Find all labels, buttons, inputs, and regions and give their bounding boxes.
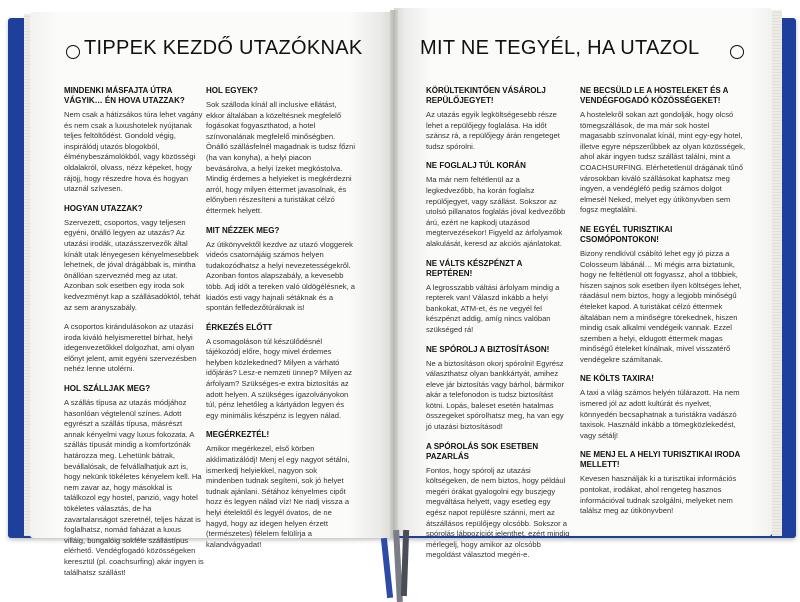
section-heading: NE SPÓROLJ A BIZTOSÍTÁSON! — [426, 344, 550, 354]
section-paragraph: Ne a biztosításon okorj spórolni! Egyrész választhatsz olyan bankkártyát, amihez eleve jár biztosítás vagy bárhol, bármikor akár a telefonodon is tudsz biztosítást kötni. Lopás, baleset esetén hatalmas összegeket spórolhatsz meg, ha van egy jó utazási biztosításod! — [426, 358, 565, 432]
section-heading: NE FOGLALJ TÚL KORÁN — [426, 161, 526, 171]
section-paragraph: Kevesen használják ki a turisztikai információs pontokat, irodákat, ahol rengeteg hasznos információval tudnak szolgálni, melyeket nem találsz meg az útikönyvben! — [580, 474, 737, 516]
section-paragraph: Az útikönyvektől kezdve az utazó vloggerek videós csatornájáig számos helyen tudakozódhatsz a helyi nevezetességekről. Azonban fontos alapszabály, a kevesebb több. Adj időt a tereken való üldögélésnek, a kiadós esti vagy hajnali sétáknak és a spontán felfedezőtúráknak is! — [206, 239, 356, 313]
section-heading: NE KÖLTS TAXIRA! — [580, 374, 654, 384]
book-gutter — [390, 10, 398, 538]
section-paragraph: A taxi a világ számos helyén túlárazott. Ha nem ismered jól az adott kultúrát és nyelvet, könnyedén becsaphatnak a turistákra vadászó taxisok. Használd inkább a tömegközlekedést, vagy sétálj! — [580, 388, 740, 440]
left-column-2 — [206, 86, 356, 559]
section-heading: HOGYAN UTAZZAK? — [64, 203, 143, 213]
section-heading: MEGÉRKEZTÉL! — [206, 430, 270, 440]
section-paragraph: A legrosszabb váltási árfolyam mindig a repterek van! Válaszd inkább a helyi bankokat, ATM-et, és ne vegyél fel készpénzt addig, amíg nincs valóban szükséged rá! — [426, 282, 560, 334]
section-heading: NE EGYÉL TURISZTIKAI CSOMÓPONTOKON! — [580, 224, 673, 244]
bookmark-ribbon-dark — [401, 530, 409, 596]
section-paragraph: A csomagoláson túl készülődésnél tájékozódj előre, hogy mivel érdemes helyben közlekedned? Milyen a várható időjárás? Lesz-e nemzeti ünnep? Milyen az árfolyam? Szükséges-e extra biztosítás az adott helyen. A szükséges igazolványokon túl, pénz lehetőleg a kártyádon legyen és egy minimális készpénz is legyen nálad. — [206, 336, 353, 420]
section-paragraph: Bizony rendkívül csábító lehet egy jó pizza a Colosseum lábánál… Mi mégis arra biztatunk, hogy ne feltétlenül ott fogyassz, ahol a többiek, hiszen sajnos sok esetben ilyen költséges lehet, ráadásul nem biztos, hogy a legjobb minőségű ételeket kapod. A turistákat célzó éttermek általában nem a minőségre törekednek, hiszen mindig csak alkalmi vendégeik vannak. Ezzel szemben a helyi, eldugott éttermek magas minőségű ételeket kínálnak, mivel visszatérő vendégekre számítanak. — [580, 248, 742, 364]
section-heading: HOL SZÁLLJAK MEG? — [64, 384, 151, 394]
right-column-1 — [426, 86, 570, 570]
section-heading: HOL EGYEK? — [206, 86, 258, 95]
section-paragraph: A csoportos kirándulásokon az utazási iroda kiváló helyismerettel bírhat, helyi idegenvezetőkkel dolgozhat, ami olyan előnyt jelent, amit egyéni szervezésben nehéz lenne utolérni. — [64, 322, 197, 374]
section-heading: NE VÁLTS KÉSZPÉNZT A REPTÉREN! — [426, 258, 523, 278]
section-paragraph: Nem csak a hátizsákos túra lehet vagány és nem csak a luxushotelek nyújtanak teljes feltöltődést. Gondold végig, inspirálódj utazós blogokból, élménybeszámolókból, vagy közösségi oldalakról, olvass, nézz képeket, hogy rájöjj, hogy részedre hova és hogyan utaznál szívesen. — [64, 110, 203, 194]
bookmark-ribbon-blue — [381, 538, 393, 598]
section-heading: KÖRÜLTEKINTŐEN VÁSÁROLJ REPÜLŐJEGYET! — [426, 86, 546, 105]
section-paragraph: Az utazás egyik legköltségesebb része lehet a repülőjegy foglalása. Ha időt szánsz rá, a repülőjegy árán rengeteget tudsz spórolni. — [426, 110, 560, 151]
section-heading: NE BECSÜLD LE A HOSTELEKET ÉS A VENDÉGFOGADÓ KÖZÖSSÉGEKET! — [580, 86, 729, 105]
left-column-1 — [64, 86, 204, 587]
section-paragraph: A hostelekről sokan azt gondolják, hogy olcsó tömegszállások, de ma már sok hostel magasabb színvonalat kínál, mint egy-egy hotel, illetve egyre népszerűbbek az olyan közösségek, ahol akár ingyen tudsz szállást találni, mint a COACHSURFING. Elérhetetlenül drágának tűnő városokban kiváló szállásokat kaphatsz meg ingyen, a vendégléfó pedig számos dolgot elmesél Neked, melyet egy útikönyvben sem fogsz megtalálni. — [580, 110, 746, 215]
section-heading: A SPÓROLÁS SOK ESETBEN PAZARLÁS — [426, 441, 539, 461]
page-edges-right — [772, 10, 782, 536]
right-column-2 — [580, 86, 746, 526]
section-heading: MINDENKI MÁSFAJTA ÚTRA VÁGYIK… ÉN HOVA UTAZZAK? — [64, 86, 185, 105]
section-paragraph: Amikor megérkezel, első körben akklimatizálódj! Menj el egy nagyot sétálni, ismerkedj helyiekkel, nagyon sok mindenben tudnak segíteni, sok jó helyet tudnak ajánlani. Sétához kényelmes cipőt hozz és legyen nálad víz! Ne riadj vissza a helyi ételektől és legyél óvatos, de ne hagyd, hogy az idegen helyen érzett (természetes) félelem felülírja a kalandvágyadat! — [206, 444, 350, 549]
stop-icon — [730, 45, 744, 59]
section-paragraph: Szervezett, csoportos, vagy teljesen egyéni, önálló legyen az utazás? Az utazási irodák, utazásszervezők által kínált utak lényegesen kényelmesebbek lehetnek, de jóval drágábbak is, mintha önállóan szerveznéd meg az utat. Azonban sok esetben egy iroda sok kedvezményt kap a szállásadóktól, tehát az sem aranyszabály. — [64, 217, 201, 312]
right-page-title: MIT NE TEGYÉL, HA UTAZOL — [420, 37, 700, 59]
backpack-icon — [66, 45, 80, 59]
section-heading: NE MENJ EL A HELYI TURISZTIKAI IRODA MELLETT! — [580, 450, 741, 470]
section-heading: MIT NÉZZEK MEG? — [206, 225, 280, 235]
section-paragraph: A szállás típusa az utazás módjához hasonlóan végtelenül színes. Adott egyrészt a szállás típusa, másrészt annak kényelmi vagy luxus fokozata. A szállás típusát mindig a komfortzónák határozza meg. Lehetünk bátrak, bevállalósak, de felvállalhatjuk azt is, hogy nekünk tökéletes kényelem kell. Ha nem zavar az, hogy másokkal is találkozol egy hostel, panzió, vagy hotel tökéletes választás, de ha zavartalanságot szeretnél, teljes házat is foglalhatsz, nomád faházat a luxus villáig, bungalóig sokféle szállástípus elérhető. Vendégfogadó közösségeken keresztül (pl. coachsurfing) akár ingyen is találhatsz szállást! — [64, 398, 204, 577]
section-paragraph: Ma már nem feltétlenül az a legkedvezőbb, ha korán foglalsz repülőjegyet, vagy szállást. Sokszor az utolsó pillanatos foglalás jóval kedvezőbb árú, ezért ne kapkodj utazásod megtervezésekor! Figyeld az árfolyamok alakulását, keresd az akciós ajánlatokat. — [426, 175, 566, 248]
left-page-title: TIPPEK KEZDŐ UTAZÓKNAK — [84, 37, 363, 59]
section-paragraph: Sok szálloda kínál all inclusive ellátást, ekkor általában a közeltésnek megfelelő fogásokat fogyaszthatod, a hotel színvonalának megfelelő minőségben. Önálló szállásfelnél magadnak is tudsz főzni (ha van konyha), a helyi piacon bevásárolva, a helyi ízeket megkóstolva. Mindig érdemes a helyieket is megkérdezni arról, hogy milyen éttermet javasolnak, és előnyben részesíteni a turistákat célzó éttermek helyett. — [206, 100, 356, 215]
section-paragraph: Fontos, hogy spórolj az utazási költségeken, de nem biztos, hogy például megéri órákat gyalogolni egy buszjegy megváltása helyett, vagy esetleg egy egész napot repülésre szánni, mert az átszállásos repülőjegy olcsóbb. Sokszor a spórolás lábpozíciót jelenthet, ezért mindig mérlegelj, hogy amikor az olcsóbb megoldást választod megéri-e. — [426, 465, 570, 560]
section-heading: ÉRKEZÉS ELŐTT — [206, 322, 273, 332]
